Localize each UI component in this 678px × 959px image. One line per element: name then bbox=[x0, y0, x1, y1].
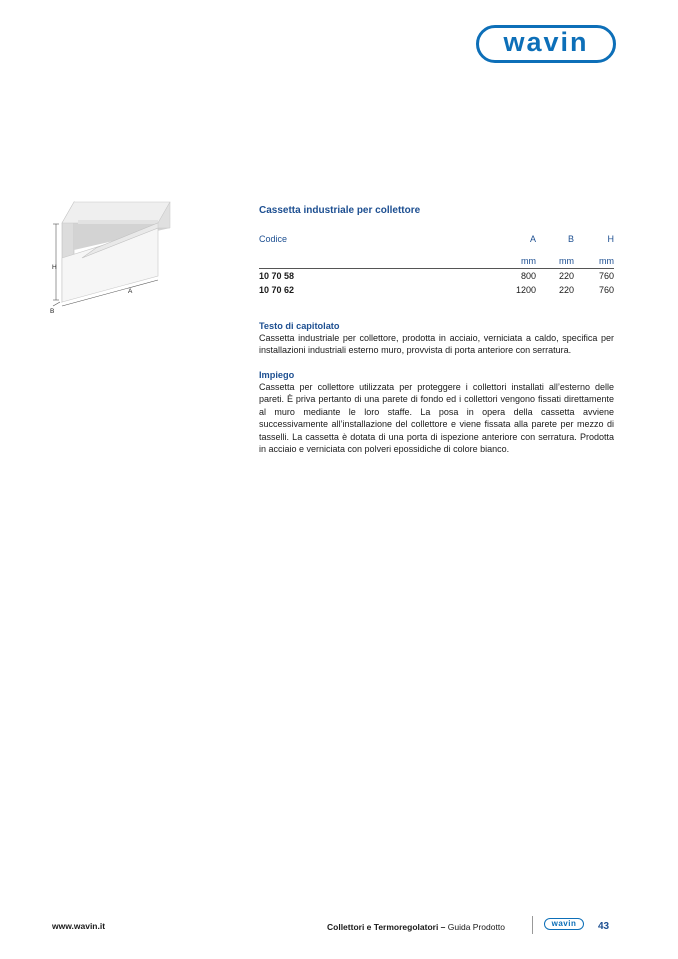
cell-h: 760 bbox=[598, 285, 614, 295]
footer-divider bbox=[532, 916, 533, 934]
table-row bbox=[259, 270, 614, 283]
impiego-heading: Impiego bbox=[259, 370, 295, 380]
cell-a: 800 bbox=[520, 271, 536, 281]
impiego-body: Cassetta per collettore utilizzata per proteggere i collettori installati all’esterno delle pareti. È priva pertanto di una parete di fondo ed i collettori vengono fissati direttamente al muro mediante le loro staffe. La posa in opera della cassetta avviene successivamente all’installazione del collettore e viene fissata alla parete per mezzo di tasselli. La cassetta è dotata di una porta di ispezione anteriore con serratura. Prodotta in acciaio e verniciata con polveri epossidiche di colore bianco. bbox=[259, 382, 614, 455]
unit-h: mm bbox=[599, 256, 614, 266]
table-header-row bbox=[259, 233, 614, 246]
cell-a: 1200 bbox=[515, 285, 536, 295]
unit-a: mm bbox=[521, 256, 536, 266]
dimensions-table bbox=[259, 233, 614, 297]
wavin-logo bbox=[476, 25, 616, 63]
logo-text: wavin bbox=[503, 27, 589, 57]
cell-b: 220 bbox=[558, 285, 574, 295]
unit-b: mm bbox=[559, 256, 574, 266]
cell-codice: 10 70 58 bbox=[259, 271, 295, 281]
cell-h: 760 bbox=[598, 271, 614, 281]
cabinet-illustration bbox=[48, 198, 178, 318]
footer-guide-bold: Collettori e Termoregolatori – bbox=[327, 922, 446, 932]
dimension-h-label: H bbox=[52, 264, 57, 271]
testo-heading: Testo di capitolato bbox=[259, 321, 340, 331]
impiego-section bbox=[259, 369, 614, 455]
dimension-b-label: B bbox=[50, 308, 55, 315]
table-units-row bbox=[259, 256, 614, 269]
header-a: A bbox=[529, 234, 536, 244]
footer-wavin-logo bbox=[544, 918, 584, 930]
footer-website-link[interactable]: www.wavin.it bbox=[52, 921, 106, 931]
footer-logo-text: wavin bbox=[551, 918, 577, 928]
page-number: 43 bbox=[598, 921, 610, 932]
dimension-a-label: A bbox=[128, 288, 133, 295]
testo-body: Cassetta industriale per collettore, prodotta in acciaio, verniciata a caldo, specifica per installazioni industriali esterno muro, provvista di porta anteriore con serratura. bbox=[259, 333, 614, 356]
cell-codice: 10 70 62 bbox=[259, 285, 295, 295]
footer-guide-rest: Guida Prodotto bbox=[445, 922, 505, 932]
header-b: B bbox=[567, 234, 574, 244]
header-h: H bbox=[607, 234, 614, 244]
cell-b: 220 bbox=[558, 271, 574, 281]
product-title: Cassetta industriale per collettore bbox=[259, 205, 421, 216]
testo-di-capitolato-section bbox=[259, 320, 614, 357]
footer-guide-title bbox=[327, 922, 505, 932]
table-row bbox=[259, 284, 614, 297]
product-image bbox=[48, 198, 178, 318]
header-codice: Codice bbox=[259, 234, 288, 244]
